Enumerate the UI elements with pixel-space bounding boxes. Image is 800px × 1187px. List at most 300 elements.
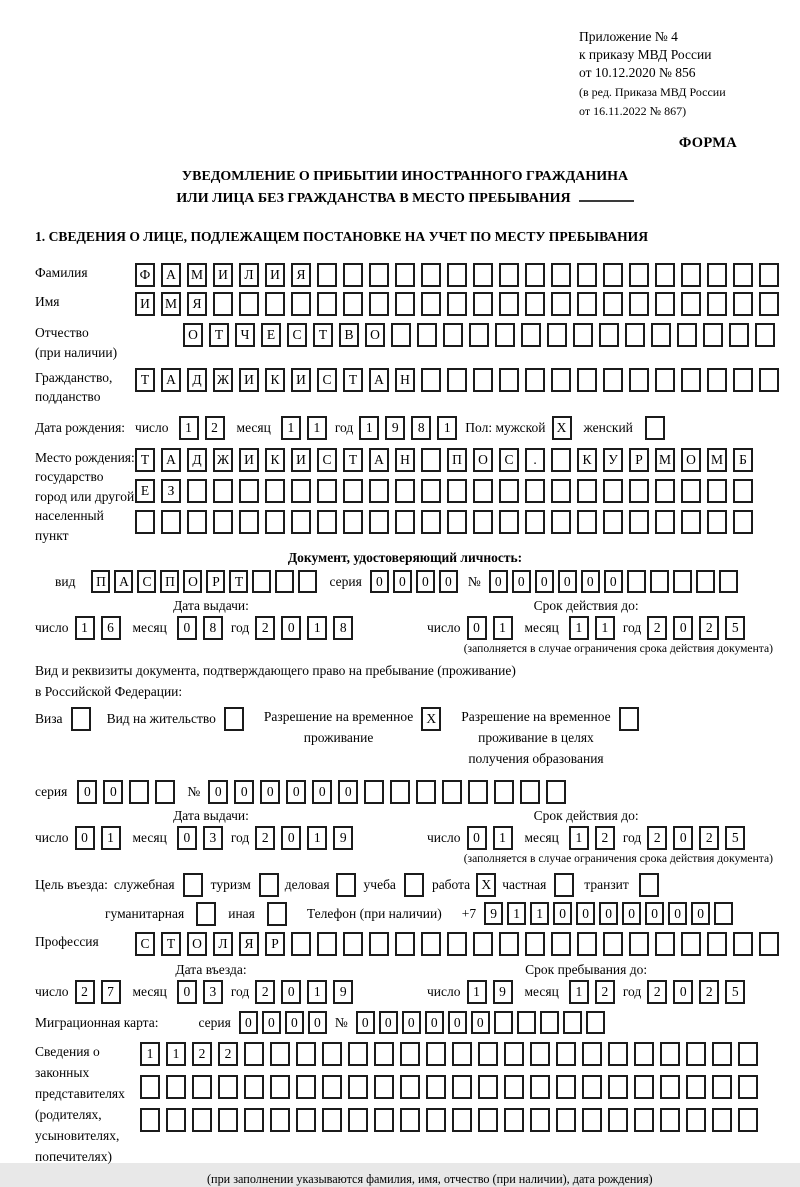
form-cell[interactable]: 1 [166,1042,186,1066]
form-cell[interactable] [696,570,715,593]
form-cell[interactable]: 0 [208,780,228,804]
form-cell[interactable] [556,1042,576,1066]
form-cell[interactable]: 1 [281,416,301,440]
form-cell[interactable] [447,263,467,287]
form-cell[interactable] [733,479,753,503]
form-cell[interactable]: О [473,448,493,472]
form-cell[interactable] [395,510,415,534]
form-cell[interactable]: 5 [725,980,745,1004]
form-cell[interactable]: Т [343,448,363,472]
form-cell[interactable]: С [317,448,337,472]
form-cell[interactable] [603,263,623,287]
form-cell[interactable]: 0 [393,570,412,593]
form-cell[interactable] [291,932,311,956]
form-cell[interactable] [547,323,567,347]
form-cell[interactable]: С [317,368,337,392]
form-cell[interactable]: 0 [439,570,458,593]
form-cell[interactable]: 0 [489,570,508,593]
form-cell[interactable]: 8 [411,416,431,440]
form-cell[interactable]: И [239,448,259,472]
form-cell[interactable] [443,323,463,347]
form-cell[interactable] [525,479,545,503]
form-cell[interactable]: 1 [530,902,549,925]
form-cell[interactable] [499,368,519,392]
form-cell[interactable] [577,510,597,534]
form-cell[interactable] [738,1108,758,1132]
form-cell[interactable]: Т [229,570,248,593]
form-cell[interactable] [681,510,701,534]
form-cell[interactable] [426,1075,446,1099]
form-cell[interactable] [343,292,363,316]
form-cell[interactable] [213,510,233,534]
form-cell[interactable] [634,1042,654,1066]
form-cell[interactable]: А [161,263,181,287]
form-cell[interactable]: Л [213,932,233,956]
form-cell[interactable] [738,1075,758,1099]
form-cell[interactable] [759,263,779,287]
form-cell[interactable] [244,1108,264,1132]
form-cell[interactable] [244,1075,264,1099]
form-cell[interactable]: Т [209,323,229,347]
form-cell[interactable] [192,1075,212,1099]
form-cell[interactable]: 0 [402,1011,421,1034]
form-cell[interactable]: 2 [595,826,615,850]
form-cell[interactable]: М [187,263,207,287]
form-cell[interactable] [416,780,436,804]
form-cell[interactable] [603,292,623,316]
form-cell[interactable]: Я [239,932,259,956]
form-cell[interactable]: 0 [553,902,572,925]
form-cell[interactable] [317,479,337,503]
form-cell[interactable] [627,570,646,593]
form-cell[interactable]: 0 [356,1011,375,1034]
form-cell[interactable]: 1 [507,902,526,925]
form-cell[interactable]: О [183,323,203,347]
form-cell[interactable] [473,368,493,392]
form-cell[interactable] [374,1108,394,1132]
form-cell[interactable] [291,292,311,316]
form-cell[interactable]: 1 [101,826,121,850]
form-cell[interactable] [374,1075,394,1099]
form-cell[interactable] [733,368,753,392]
form-cell[interactable] [196,902,216,926]
form-cell[interactable] [681,292,701,316]
form-cell[interactable] [521,323,541,347]
form-cell[interactable]: 2 [647,980,667,1004]
form-cell[interactable]: Д [187,368,207,392]
form-cell[interactable] [660,1108,680,1132]
form-cell[interactable] [719,570,738,593]
form-cell[interactable] [129,780,149,804]
form-cell[interactable] [244,1042,264,1066]
form-cell[interactable] [421,510,441,534]
form-cell[interactable] [499,292,519,316]
form-cell[interactable] [317,510,337,534]
form-cell[interactable] [494,780,514,804]
form-cell[interactable] [187,510,207,534]
form-cell[interactable]: 1 [179,416,199,440]
form-cell[interactable]: Б [733,448,753,472]
form-cell[interactable]: 0 [281,826,301,850]
form-cell[interactable]: 1 [569,616,589,640]
form-cell[interactable]: С [287,323,307,347]
form-cell[interactable] [473,479,493,503]
form-cell[interactable]: 0 [604,570,623,593]
form-cell[interactable] [686,1075,706,1099]
form-cell[interactable]: Е [261,323,281,347]
form-cell[interactable] [556,1075,576,1099]
form-cell[interactable] [395,479,415,503]
form-cell[interactable]: Р [629,448,649,472]
form-cell[interactable] [608,1108,628,1132]
form-cell[interactable] [270,1075,290,1099]
form-cell[interactable]: Т [135,448,155,472]
form-cell[interactable]: М [707,448,727,472]
form-cell[interactable] [634,1108,654,1132]
form-cell[interactable] [504,1042,524,1066]
form-cell[interactable]: 1 [307,980,327,1004]
form-cell[interactable] [714,902,733,925]
form-cell[interactable]: Д [187,448,207,472]
form-cell[interactable] [645,416,665,440]
form-cell[interactable] [733,932,753,956]
form-cell[interactable] [166,1108,186,1132]
form-cell[interactable] [546,780,566,804]
form-cell[interactable] [239,510,259,534]
form-cell[interactable] [421,292,441,316]
form-cell[interactable]: 0 [281,616,301,640]
form-cell[interactable] [395,263,415,287]
form-cell[interactable] [681,479,701,503]
form-cell[interactable]: 2 [255,826,275,850]
form-cell[interactable] [140,1108,160,1132]
form-cell[interactable]: А [369,368,389,392]
form-cell[interactable]: Т [313,323,333,347]
form-cell[interactable]: 0 [673,616,693,640]
form-cell[interactable] [192,1108,212,1132]
form-cell[interactable]: 1 [493,826,513,850]
form-cell[interactable]: 0 [425,1011,444,1034]
form-cell[interactable] [296,1108,316,1132]
form-cell[interactable] [525,368,545,392]
form-cell[interactable] [707,932,727,956]
form-cell[interactable]: А [114,570,133,593]
form-cell[interactable]: 1 [569,980,589,1004]
form-cell[interactable]: 1 [493,616,513,640]
form-cell[interactable]: И [291,448,311,472]
form-cell[interactable] [218,1108,238,1132]
form-cell[interactable] [369,263,389,287]
form-cell[interactable] [71,707,91,731]
form-cell[interactable] [400,1108,420,1132]
form-cell[interactable]: 2 [647,826,667,850]
form-cell[interactable] [525,263,545,287]
form-cell[interactable] [634,1075,654,1099]
form-cell[interactable]: 1 [75,616,95,640]
form-cell[interactable] [369,932,389,956]
form-cell[interactable] [213,292,233,316]
form-cell[interactable]: И [291,368,311,392]
form-cell[interactable] [707,263,727,287]
form-cell[interactable]: Я [187,292,207,316]
form-cell[interactable]: И [213,263,233,287]
form-cell[interactable]: Ч [235,323,255,347]
form-cell[interactable] [469,323,489,347]
form-cell[interactable]: X [421,707,441,731]
form-cell[interactable]: П [447,448,467,472]
form-cell[interactable] [426,1042,446,1066]
form-cell[interactable]: 2 [699,826,719,850]
form-cell[interactable] [296,1042,316,1066]
form-cell[interactable]: 0 [177,980,197,1004]
form-cell[interactable]: 3 [203,826,223,850]
form-cell[interactable]: 0 [379,1011,398,1034]
form-cell[interactable]: 7 [101,980,121,1004]
form-cell[interactable] [447,292,467,316]
form-cell[interactable]: 0 [260,780,280,804]
form-cell[interactable] [504,1108,524,1132]
form-cell[interactable]: И [239,368,259,392]
form-cell[interactable] [530,1042,550,1066]
form-cell[interactable]: Л [239,263,259,287]
form-cell[interactable]: Т [161,932,181,956]
form-cell[interactable] [348,1108,368,1132]
form-cell[interactable]: 2 [647,616,667,640]
form-cell[interactable] [551,292,571,316]
form-cell[interactable] [452,1042,472,1066]
form-cell[interactable] [551,510,571,534]
form-cell[interactable] [712,1108,732,1132]
form-cell[interactable] [681,263,701,287]
form-cell[interactable] [426,1108,446,1132]
form-cell[interactable]: 0 [673,826,693,850]
form-cell[interactable] [577,932,597,956]
form-cell[interactable]: 2 [595,980,615,1004]
form-cell[interactable] [364,780,384,804]
form-cell[interactable] [551,263,571,287]
form-cell[interactable]: 0 [668,902,687,925]
form-cell[interactable] [738,1042,758,1066]
form-cell[interactable] [686,1042,706,1066]
form-cell[interactable]: 0 [448,1011,467,1034]
form-cell[interactable] [655,292,675,316]
form-cell[interactable] [525,510,545,534]
form-cell[interactable]: С [135,932,155,956]
form-cell[interactable]: О [365,323,385,347]
form-cell[interactable] [530,1075,550,1099]
form-cell[interactable] [452,1075,472,1099]
form-cell[interactable] [374,1042,394,1066]
form-cell[interactable] [755,323,775,347]
form-cell[interactable] [639,873,659,897]
form-cell[interactable] [563,1011,582,1034]
form-cell[interactable]: 2 [699,616,719,640]
form-cell[interactable] [551,368,571,392]
form-cell[interactable] [629,932,649,956]
form-cell[interactable]: 0 [338,780,358,804]
form-cell[interactable]: 5 [725,826,745,850]
form-cell[interactable] [322,1075,342,1099]
form-cell[interactable] [499,932,519,956]
form-cell[interactable] [166,1075,186,1099]
form-cell[interactable] [187,479,207,503]
form-cell[interactable] [655,368,675,392]
form-cell[interactable]: 9 [484,902,503,925]
form-cell[interactable]: 0 [622,902,641,925]
form-cell[interactable] [660,1042,680,1066]
form-cell[interactable]: 0 [103,780,123,804]
form-cell[interactable]: 0 [467,616,487,640]
form-cell[interactable]: И [135,292,155,316]
form-cell[interactable]: 2 [699,980,719,1004]
form-cell[interactable] [400,1075,420,1099]
form-cell[interactable]: 0 [370,570,389,593]
form-cell[interactable] [140,1075,160,1099]
form-cell[interactable]: С [137,570,156,593]
form-cell[interactable] [478,1108,498,1132]
form-cell[interactable]: 0 [234,780,254,804]
form-cell[interactable] [582,1108,602,1132]
form-cell[interactable]: 0 [691,902,710,925]
form-cell[interactable] [155,780,175,804]
form-cell[interactable]: М [161,292,181,316]
form-cell[interactable]: 0 [471,1011,490,1034]
form-cell[interactable]: 0 [75,826,95,850]
form-cell[interactable] [673,570,692,593]
form-cell[interactable] [239,479,259,503]
form-cell[interactable] [577,479,597,503]
form-cell[interactable]: 0 [285,1011,304,1034]
form-cell[interactable] [525,292,545,316]
form-cell[interactable] [343,263,363,287]
form-cell[interactable] [759,368,779,392]
form-cell[interactable] [629,510,649,534]
form-cell[interactable] [452,1108,472,1132]
form-cell[interactable] [369,479,389,503]
form-cell[interactable] [473,292,493,316]
form-cell[interactable]: 0 [558,570,577,593]
form-cell[interactable] [707,479,727,503]
form-cell[interactable]: 1 [140,1042,160,1066]
form-cell[interactable]: 2 [192,1042,212,1066]
form-cell[interactable]: 2 [255,980,275,1004]
form-cell[interactable] [343,932,363,956]
form-cell[interactable] [317,263,337,287]
form-cell[interactable] [629,479,649,503]
form-cell[interactable] [343,479,363,503]
form-cell[interactable] [686,1108,706,1132]
form-cell[interactable]: З [161,479,181,503]
form-cell[interactable] [495,323,515,347]
form-cell[interactable] [650,570,669,593]
form-cell[interactable]: 6 [101,616,121,640]
form-cell[interactable]: Н [395,448,415,472]
form-cell[interactable]: Т [343,368,363,392]
form-cell[interactable] [322,1108,342,1132]
form-cell[interactable]: 0 [286,780,306,804]
form-cell[interactable] [551,932,571,956]
form-cell[interactable] [629,292,649,316]
form-cell[interactable]: И [265,263,285,287]
form-cell[interactable]: 1 [437,416,457,440]
form-cell[interactable] [395,292,415,316]
form-cell[interactable]: Я [291,263,311,287]
form-cell[interactable] [504,1075,524,1099]
form-cell[interactable] [681,368,701,392]
form-cell[interactable]: 0 [308,1011,327,1034]
form-cell[interactable] [369,292,389,316]
form-cell[interactable] [577,368,597,392]
form-cell[interactable]: 2 [75,980,95,1004]
form-cell[interactable] [586,1011,605,1034]
form-cell[interactable] [582,1075,602,1099]
form-cell[interactable]: 0 [77,780,97,804]
form-cell[interactable]: 1 [307,416,327,440]
form-cell[interactable] [520,780,540,804]
form-cell[interactable]: 2 [205,416,225,440]
form-cell[interactable]: Ж [213,448,233,472]
form-cell[interactable] [317,932,337,956]
form-cell[interactable]: 8 [333,616,353,640]
form-cell[interactable]: 0 [581,570,600,593]
form-cell[interactable] [651,323,671,347]
form-cell[interactable] [759,292,779,316]
form-cell[interactable] [655,263,675,287]
form-cell[interactable] [348,1075,368,1099]
form-cell[interactable] [135,510,155,534]
form-cell[interactable] [421,448,441,472]
form-cell[interactable] [556,1108,576,1132]
form-cell[interactable]: 2 [218,1042,238,1066]
form-cell[interactable] [499,510,519,534]
form-cell[interactable]: 0 [312,780,332,804]
form-cell[interactable] [473,932,493,956]
form-cell[interactable] [517,1011,536,1034]
form-cell[interactable] [733,510,753,534]
form-cell[interactable] [265,292,285,316]
form-cell[interactable] [759,932,779,956]
form-cell[interactable]: Р [206,570,225,593]
form-cell[interactable]: 0 [535,570,554,593]
form-cell[interactable] [608,1042,628,1066]
form-cell[interactable]: 0 [576,902,595,925]
form-cell[interactable] [395,932,415,956]
form-cell[interactable] [265,510,285,534]
form-cell[interactable]: Т [135,368,155,392]
form-cell[interactable]: 8 [203,616,223,640]
form-cell[interactable] [369,510,389,534]
form-cell[interactable] [655,932,675,956]
form-cell[interactable] [573,323,593,347]
form-cell[interactable] [390,780,410,804]
form-cell[interactable] [183,873,203,897]
form-cell[interactable] [707,510,727,534]
form-cell[interactable] [551,479,571,503]
form-cell[interactable] [478,1042,498,1066]
form-cell[interactable]: 0 [177,826,197,850]
form-cell[interactable] [478,1075,498,1099]
form-cell[interactable] [442,780,462,804]
form-cell[interactable] [499,263,519,287]
form-cell[interactable]: 2 [255,616,275,640]
form-cell[interactable] [577,292,597,316]
form-cell[interactable]: 1 [595,616,615,640]
form-cell[interactable] [655,479,675,503]
form-cell[interactable]: 0 [281,980,301,1004]
form-cell[interactable] [447,368,467,392]
form-cell[interactable] [421,368,441,392]
form-cell[interactable]: X [476,873,496,897]
